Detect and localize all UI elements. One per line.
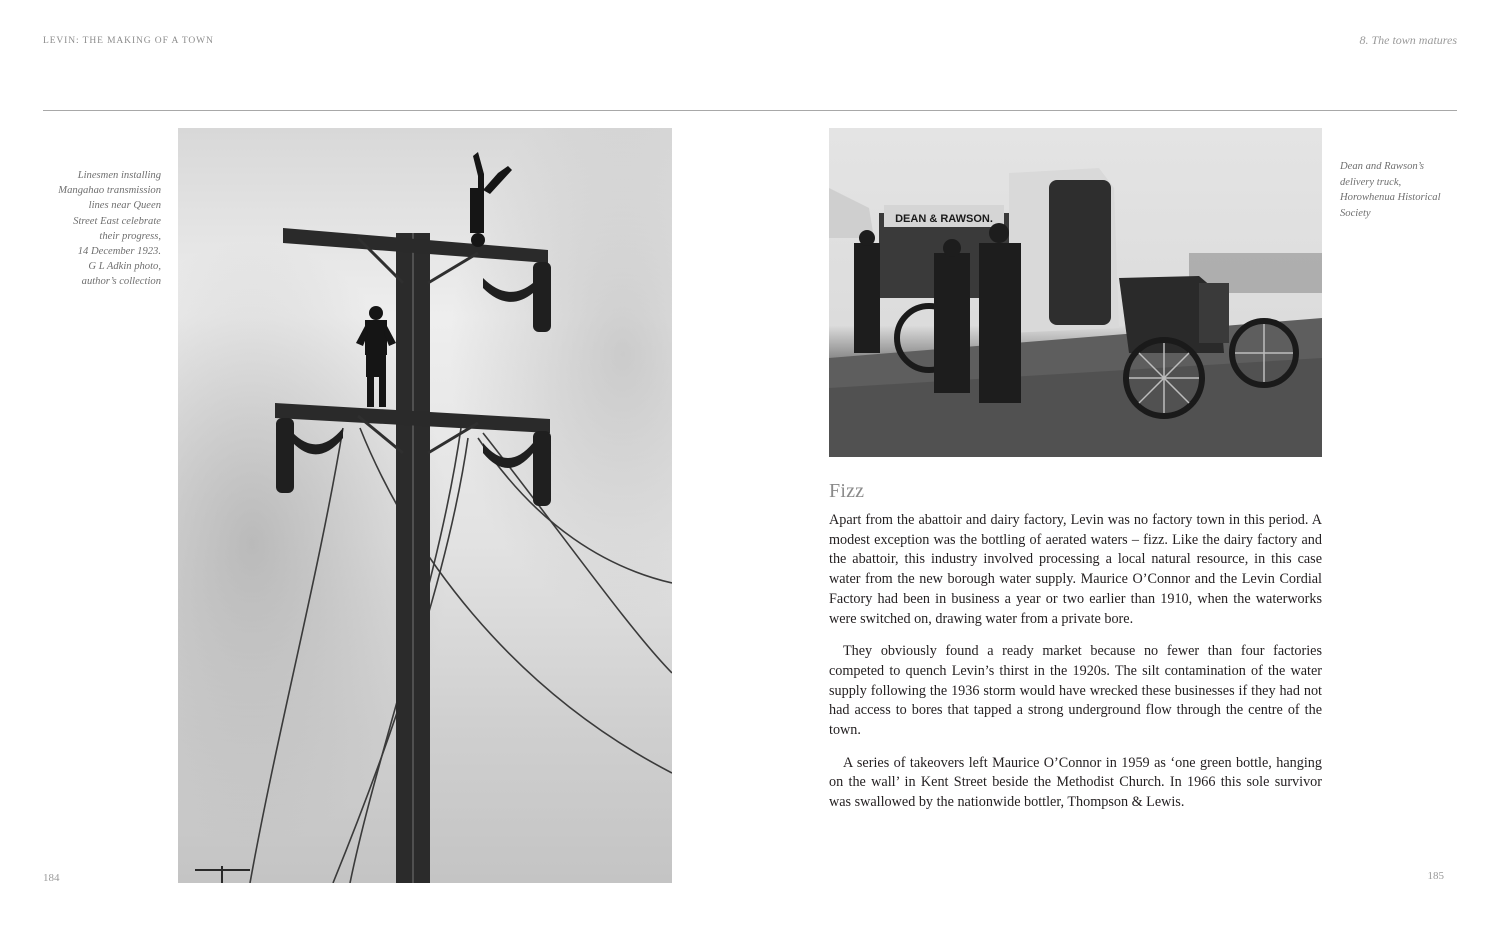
body-paragraph: A series of takeovers left Maurice O’Connor in 1959 as ‘one green bottle, hanging on the wall’ in Kent Street beside the Methodist Church. In 1966 this sole survivor was swallowed by the nationwide bottler, Thompson & Lewis. — [829, 754, 1322, 811]
section-body — [829, 511, 1322, 826]
caption-line: their progress, — [99, 230, 161, 242]
page-number-right: 185 — [1427, 870, 1444, 882]
running-head-book-title: LEVIN: THE MAKING OF A TOWN — [43, 36, 214, 46]
page-number-left: 184 — [43, 872, 60, 884]
caption-line: Linesmen installing — [77, 170, 161, 181]
caption-line: Street East celebrate — [73, 215, 161, 227]
section-heading-fizz: Fizz — [829, 480, 865, 502]
photo-delivery-truck — [829, 128, 1322, 457]
running-head-chapter-title: 8. The town matures — [1359, 33, 1457, 47]
caption-line: Mangahao transmission — [58, 185, 161, 197]
photo-linesmen-on-pole — [178, 128, 672, 883]
caption-line: Horowhenua Historical — [1340, 192, 1441, 203]
caption-line: Dean and Rawson’s — [1340, 161, 1424, 172]
body-paragraph: Apart from the abattoir and dairy factory, Levin was no factory town in this period. A modest exception was the bottling of aerated waters – fizz. Like the dairy factory and the abattoir, this industry involved processing a local natural resource, in this case water from the new borough water supply. Maurice O’Connor and the Levin Cordial Factory had been in business a year or two earlier than 1910, when the waterworks were switched on, drawing water from a private bore. — [829, 512, 1322, 627]
caption-line: lines near Queen — [88, 200, 161, 212]
linesmen-photo-image — [178, 128, 672, 883]
caption-line: G L Adkin photo, — [88, 261, 161, 273]
truck-photo-image — [829, 128, 1322, 457]
header-rule — [43, 110, 1457, 111]
body-paragraph: They obviously found a ready market because no fewer than four factories competed to quench Levin’s thirst in the 1920s. The silt contamination of the water supply following the 1936 storm would have wrecked these businesses if they had not had access to bores that tapped a strong underground flow through the centre of the town. — [829, 643, 1322, 739]
photo-caption-truck — [1340, 159, 1470, 221]
caption-line: delivery truck, — [1340, 176, 1402, 188]
caption-line: Society — [1340, 207, 1371, 219]
caption-line: author’s collection — [81, 276, 161, 288]
caption-line: 14 December 1923. — [77, 246, 161, 258]
photo-caption-linesmen — [40, 168, 161, 290]
truck-sign-main: DEAN & RAWSON. — [895, 213, 993, 225]
